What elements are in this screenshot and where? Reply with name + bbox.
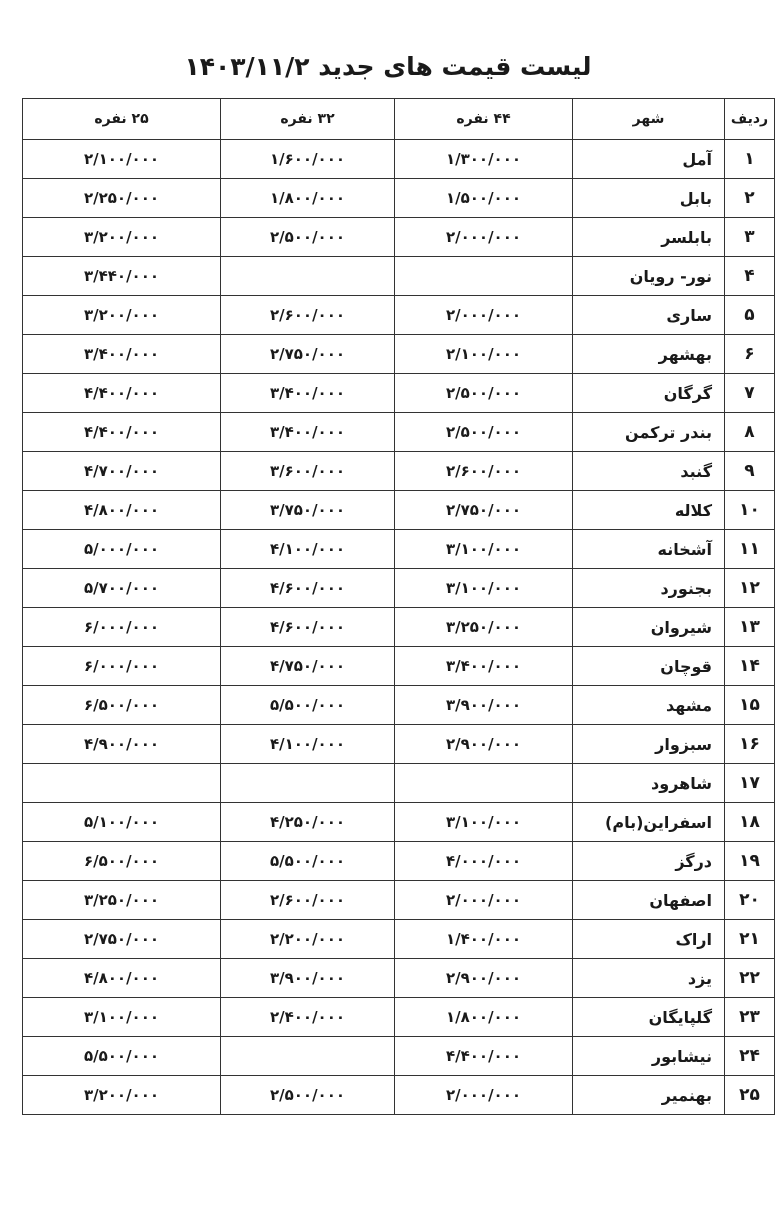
table-row <box>23 608 775 647</box>
city-cell: شاهرود <box>573 764 725 803</box>
table-row <box>23 920 775 959</box>
table-row <box>23 530 775 569</box>
table-row <box>23 296 775 335</box>
table-row <box>23 569 775 608</box>
price-32-cell: ۲/۵۰۰/۰۰۰ <box>221 218 395 257</box>
row-number-cell: ۸ <box>725 413 775 452</box>
price-25-cell: ۴/۸۰۰/۰۰۰ <box>23 959 221 998</box>
table-row <box>23 413 775 452</box>
price-32-cell: ۱/۸۰۰/۰۰۰ <box>221 179 395 218</box>
price-32-cell: ۲/۷۵۰/۰۰۰ <box>221 335 395 374</box>
price-25-cell: ۴/۸۰۰/۰۰۰ <box>23 491 221 530</box>
price-44-cell: ۲/۹۰۰/۰۰۰ <box>395 725 573 764</box>
header-25-seat: ۲۵ نفره <box>23 99 221 140</box>
price-25-cell: ۳/۲۰۰/۰۰۰ <box>23 218 221 257</box>
table-row <box>23 842 775 881</box>
city-cell: بهنمیر <box>573 1076 725 1115</box>
table-row <box>23 881 775 920</box>
price-32-cell: ۵/۵۰۰/۰۰۰ <box>221 686 395 725</box>
city-cell: آشخانه <box>573 530 725 569</box>
price-25-cell: ۳/۲۰۰/۰۰۰ <box>23 1076 221 1115</box>
row-number-cell: ۱۱ <box>725 530 775 569</box>
row-number-cell: ۲۰ <box>725 881 775 920</box>
price-32-cell: ۵/۵۰۰/۰۰۰ <box>221 842 395 881</box>
table-row <box>23 959 775 998</box>
price-44-cell: ۳/۹۰۰/۰۰۰ <box>395 686 573 725</box>
row-number-cell: ۲۳ <box>725 998 775 1037</box>
row-number-cell: ۵ <box>725 296 775 335</box>
table-row <box>23 491 775 530</box>
header-row-number: ردیف <box>725 99 775 140</box>
city-cell: ساری <box>573 296 725 335</box>
price-44-cell: ۳/۱۰۰/۰۰۰ <box>395 803 573 842</box>
row-number-cell: ۲۱ <box>725 920 775 959</box>
table-row <box>23 725 775 764</box>
row-number-cell: ۱۵ <box>725 686 775 725</box>
price-25-cell: ۳/۲۰۰/۰۰۰ <box>23 296 221 335</box>
price-44-cell: ۲/۰۰۰/۰۰۰ <box>395 881 573 920</box>
city-cell: بندر ترکمن <box>573 413 725 452</box>
price-44-cell: ۳/۱۰۰/۰۰۰ <box>395 530 573 569</box>
city-cell: اسفراین(بام) <box>573 803 725 842</box>
row-number-cell: ۲۴ <box>725 1037 775 1076</box>
price-32-cell: ۴/۲۵۰/۰۰۰ <box>221 803 395 842</box>
city-cell: نیشابور <box>573 1037 725 1076</box>
table-row <box>23 218 775 257</box>
city-cell: گرگان <box>573 374 725 413</box>
header-44-seat: ۴۴ نفره <box>395 99 573 140</box>
table-row <box>23 179 775 218</box>
price-32-cell: ۱/۶۰۰/۰۰۰ <box>221 140 395 179</box>
price-44-cell: ۲/۰۰۰/۰۰۰ <box>395 218 573 257</box>
price-44-cell: ۳/۲۵۰/۰۰۰ <box>395 608 573 647</box>
city-cell: آمل <box>573 140 725 179</box>
price-32-cell: ۲/۶۰۰/۰۰۰ <box>221 296 395 335</box>
table-row <box>23 803 775 842</box>
price-25-cell: ۴/۹۰۰/۰۰۰ <box>23 725 221 764</box>
table-row <box>23 257 775 296</box>
table-body <box>23 140 775 1115</box>
city-cell: بجنورد <box>573 569 725 608</box>
city-cell: یزد <box>573 959 725 998</box>
price-44-cell: ۲/۵۰۰/۰۰۰ <box>395 374 573 413</box>
table-row <box>23 335 775 374</box>
price-44-cell: ۱/۸۰۰/۰۰۰ <box>395 998 573 1037</box>
price-25-cell: ۵/۷۰۰/۰۰۰ <box>23 569 221 608</box>
price-25-cell: ۵/۵۰۰/۰۰۰ <box>23 1037 221 1076</box>
price-25-cell: ۳/۴۰۰/۰۰۰ <box>23 335 221 374</box>
table-row <box>23 647 775 686</box>
price-32-cell: ۳/۷۵۰/۰۰۰ <box>221 491 395 530</box>
price-25-cell: ۲/۷۵۰/۰۰۰ <box>23 920 221 959</box>
price-32-cell: ۴/۱۰۰/۰۰۰ <box>221 530 395 569</box>
price-25-cell: ۲/۲۵۰/۰۰۰ <box>23 179 221 218</box>
price-32-cell: ۴/۶۰۰/۰۰۰ <box>221 608 395 647</box>
row-number-cell: ۱۲ <box>725 569 775 608</box>
row-number-cell: ۶ <box>725 335 775 374</box>
price-32-cell: ۳/۴۰۰/۰۰۰ <box>221 374 395 413</box>
city-cell: کلاله <box>573 491 725 530</box>
price-44-cell: ۳/۴۰۰/۰۰۰ <box>395 647 573 686</box>
city-cell: اصفهان <box>573 881 725 920</box>
price-25-cell: ۶/۰۰۰/۰۰۰ <box>23 647 221 686</box>
price-44-cell: ۱/۴۰۰/۰۰۰ <box>395 920 573 959</box>
price-44-cell <box>395 257 573 296</box>
row-number-cell: ۱۴ <box>725 647 775 686</box>
price-32-cell <box>221 257 395 296</box>
price-32-cell: ۴/۷۵۰/۰۰۰ <box>221 647 395 686</box>
price-32-cell: ۲/۵۰۰/۰۰۰ <box>221 1076 395 1115</box>
price-25-cell <box>23 764 221 803</box>
city-cell: بهشهر <box>573 335 725 374</box>
price-32-cell: ۴/۱۰۰/۰۰۰ <box>221 725 395 764</box>
price-25-cell: ۵/۰۰۰/۰۰۰ <box>23 530 221 569</box>
row-number-cell: ۹ <box>725 452 775 491</box>
row-number-cell: ۴ <box>725 257 775 296</box>
price-44-cell: ۲/۱۰۰/۰۰۰ <box>395 335 573 374</box>
row-number-cell: ۱۰ <box>725 491 775 530</box>
price-32-cell: ۲/۶۰۰/۰۰۰ <box>221 881 395 920</box>
price-25-cell: ۲/۱۰۰/۰۰۰ <box>23 140 221 179</box>
price-32-cell: ۴/۶۰۰/۰۰۰ <box>221 569 395 608</box>
row-number-cell: ۱۶ <box>725 725 775 764</box>
price-44-cell: ۱/۳۰۰/۰۰۰ <box>395 140 573 179</box>
city-cell: سبزوار <box>573 725 725 764</box>
price-25-cell: ۶/۵۰۰/۰۰۰ <box>23 842 221 881</box>
price-25-cell: ۶/۰۰۰/۰۰۰ <box>23 608 221 647</box>
price-44-cell: ۲/۷۵۰/۰۰۰ <box>395 491 573 530</box>
row-number-cell: ۲ <box>725 179 775 218</box>
row-number-cell: ۱ <box>725 140 775 179</box>
city-cell: بابلسر <box>573 218 725 257</box>
price-25-cell: ۶/۵۰۰/۰۰۰ <box>23 686 221 725</box>
price-44-cell: ۳/۱۰۰/۰۰۰ <box>395 569 573 608</box>
table-row <box>23 1037 775 1076</box>
price-44-cell: ۲/۵۰۰/۰۰۰ <box>395 413 573 452</box>
price-44-cell: ۲/۰۰۰/۰۰۰ <box>395 1076 573 1115</box>
price-44-cell: ۴/۰۰۰/۰۰۰ <box>395 842 573 881</box>
price-32-cell <box>221 764 395 803</box>
table-row <box>23 374 775 413</box>
row-number-cell: ۱۳ <box>725 608 775 647</box>
price-32-cell: ۳/۹۰۰/۰۰۰ <box>221 959 395 998</box>
price-25-cell: ۴/۴۰۰/۰۰۰ <box>23 413 221 452</box>
page-title: لیست قیمت های جدید ۱۴۰۳/۱۱/۲ <box>184 52 592 81</box>
price-32-cell: ۲/۴۰۰/۰۰۰ <box>221 998 395 1037</box>
price-table <box>22 98 775 1115</box>
price-32-cell <box>221 1037 395 1076</box>
price-44-cell <box>395 764 573 803</box>
city-cell: اراک <box>573 920 725 959</box>
price-25-cell: ۳/۲۵۰/۰۰۰ <box>23 881 221 920</box>
price-25-cell: ۳/۴۴۰/۰۰۰ <box>23 257 221 296</box>
city-cell: شیروان <box>573 608 725 647</box>
city-cell: درگز <box>573 842 725 881</box>
table-row <box>23 452 775 491</box>
row-number-cell: ۱۸ <box>725 803 775 842</box>
price-44-cell: ۴/۴۰۰/۰۰۰ <box>395 1037 573 1076</box>
table-row <box>23 764 775 803</box>
table-row <box>23 686 775 725</box>
header-32-seat: ۳۲ نفره <box>221 99 395 140</box>
price-25-cell: ۴/۷۰۰/۰۰۰ <box>23 452 221 491</box>
price-32-cell: ۳/۶۰۰/۰۰۰ <box>221 452 395 491</box>
price-32-cell: ۳/۴۰۰/۰۰۰ <box>221 413 395 452</box>
row-number-cell: ۳ <box>725 218 775 257</box>
city-cell: گنبد <box>573 452 725 491</box>
city-cell: نور- رویان <box>573 257 725 296</box>
price-44-cell: ۲/۶۰۰/۰۰۰ <box>395 452 573 491</box>
price-32-cell: ۲/۲۰۰/۰۰۰ <box>221 920 395 959</box>
city-cell: گلپایگان <box>573 998 725 1037</box>
price-44-cell: ۲/۹۰۰/۰۰۰ <box>395 959 573 998</box>
price-25-cell: ۴/۴۰۰/۰۰۰ <box>23 374 221 413</box>
city-cell: قوچان <box>573 647 725 686</box>
price-25-cell: ۳/۱۰۰/۰۰۰ <box>23 998 221 1037</box>
table-row <box>23 140 775 179</box>
price-25-cell: ۵/۱۰۰/۰۰۰ <box>23 803 221 842</box>
price-44-cell: ۲/۰۰۰/۰۰۰ <box>395 296 573 335</box>
table-row <box>23 1076 775 1115</box>
header-city: شهر <box>573 99 725 140</box>
city-cell: مشهد <box>573 686 725 725</box>
row-number-cell: ۱۷ <box>725 764 775 803</box>
table-header-row <box>23 99 775 140</box>
row-number-cell: ۲۵ <box>725 1076 775 1115</box>
row-number-cell: ۲۲ <box>725 959 775 998</box>
table-row <box>23 998 775 1037</box>
city-cell: بابل <box>573 179 725 218</box>
row-number-cell: ۷ <box>725 374 775 413</box>
row-number-cell: ۱۹ <box>725 842 775 881</box>
price-44-cell: ۱/۵۰۰/۰۰۰ <box>395 179 573 218</box>
